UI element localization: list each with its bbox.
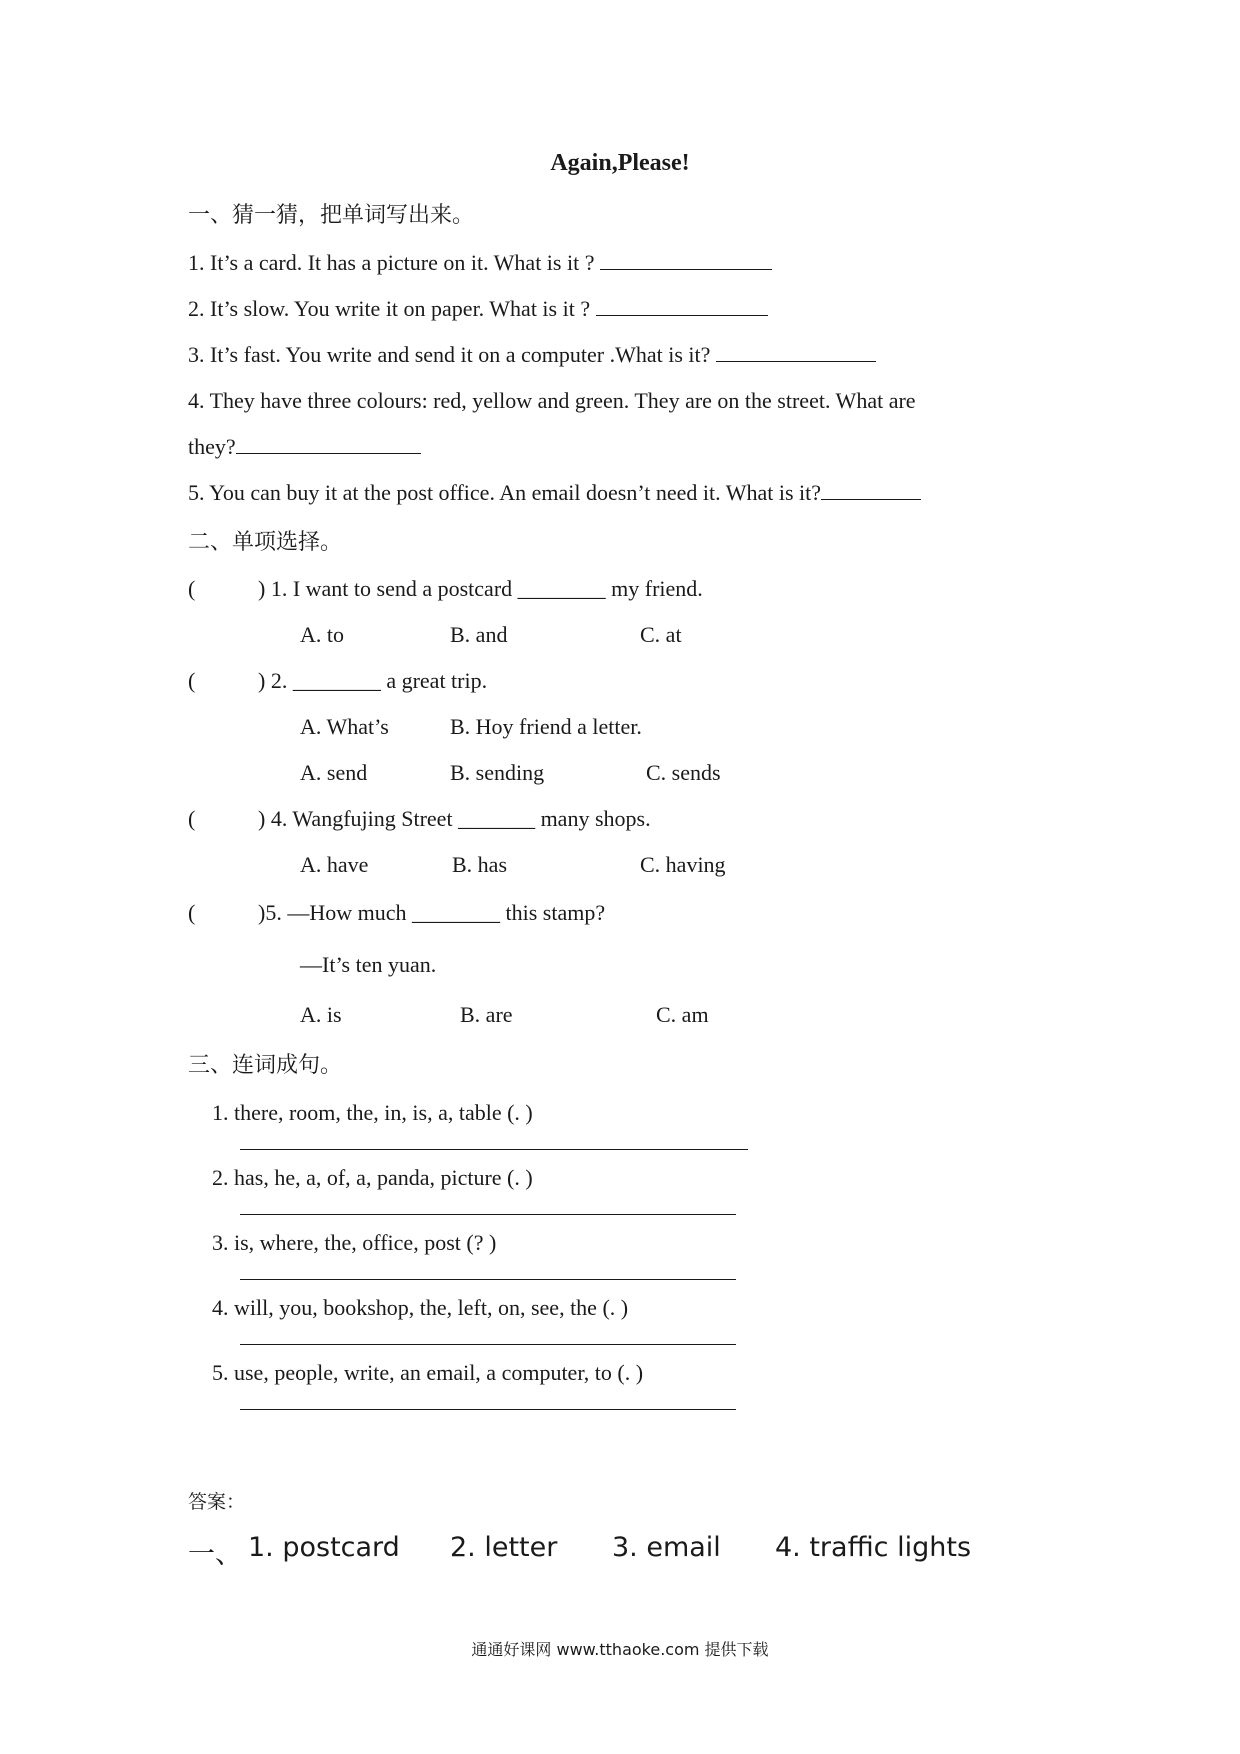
s1-question-5 bbox=[188, 480, 921, 506]
answer-line[interactable] bbox=[240, 1278, 736, 1280]
answer-3: 3. email bbox=[612, 1532, 721, 1563]
answer-line[interactable] bbox=[240, 1148, 748, 1150]
s2-q4-option-b[interactable]: B. has bbox=[452, 852, 507, 877]
s2-q3-option-b[interactable]: B. sending bbox=[450, 760, 545, 785]
section3-heading: 三、连词成句。 bbox=[188, 1053, 343, 1078]
s3-question-5: 5. use, people, write, an email, a computer, to (. ) bbox=[212, 1360, 644, 1385]
s2-q1-option-a[interactable]: A. to bbox=[300, 622, 344, 647]
answers-heading: 答案： bbox=[188, 1491, 246, 1513]
answer-blank[interactable] bbox=[600, 268, 772, 270]
answers-prefix: 一、 bbox=[188, 1539, 242, 1570]
s2-q5-option-c[interactable]: C. am bbox=[656, 1002, 709, 1027]
s2-q2-option-a[interactable]: A. What’s bbox=[300, 714, 389, 739]
answer-line[interactable] bbox=[240, 1213, 736, 1215]
s1-question-4-text: they? bbox=[188, 434, 236, 459]
answer-blank[interactable] bbox=[236, 452, 421, 454]
s3-question-1: 1. there, room, the, in, is, a, table (. ) bbox=[212, 1100, 533, 1125]
s2-paren-5[interactable]: ( bbox=[188, 900, 196, 925]
answer-blank[interactable] bbox=[821, 498, 921, 500]
s1-question-1 bbox=[188, 250, 772, 276]
answer-line[interactable] bbox=[240, 1343, 736, 1345]
answer-blank[interactable] bbox=[596, 314, 768, 316]
s2-q5-option-a[interactable]: A. is bbox=[300, 1002, 342, 1027]
s2-question-5: )5. —How much ________ this stamp? bbox=[258, 900, 606, 925]
answer-1: 1. postcard bbox=[248, 1532, 400, 1563]
s2-paren-1[interactable]: ( bbox=[188, 576, 196, 601]
s2-q1-option-b[interactable]: B. and bbox=[450, 622, 508, 647]
s2-q1-option-c[interactable]: C. at bbox=[640, 622, 682, 647]
s3-question-2: 2. has, he, a, of, a, panda, picture (. ) bbox=[212, 1165, 533, 1190]
s1-question-2-text: 2. It’s slow. You write it on paper. What is it ? bbox=[188, 296, 596, 321]
s2-paren-4[interactable]: ( bbox=[188, 806, 196, 831]
s2-q4-option-a[interactable]: A. have bbox=[300, 852, 369, 877]
s2-paren-2[interactable]: ( bbox=[188, 668, 196, 693]
s3-question-3: 3. is, where, the, office, post (? ) bbox=[212, 1230, 497, 1255]
answer-blank[interactable] bbox=[716, 360, 876, 362]
answer-line[interactable] bbox=[240, 1408, 736, 1410]
s1-question-5-text: 5. You can buy it at the post office. An email doesn’t need it. What is it? bbox=[188, 480, 822, 505]
s2-q2-option-b[interactable]: B. Hoy friend a letter. bbox=[450, 714, 642, 739]
answer-2: 2. letter bbox=[450, 1532, 558, 1563]
s2-q3-option-c[interactable]: C. sends bbox=[646, 760, 721, 785]
answer-4: 4. traffic lights bbox=[775, 1532, 972, 1563]
s2-question-2: ) 2. ________ a great trip. bbox=[258, 668, 488, 693]
s1-question-4-line1: 4. They have three colours: red, yellow and green. They are on the street. What are bbox=[188, 388, 916, 413]
s2-q5-reply: —It’s ten yuan. bbox=[300, 952, 437, 977]
s3-question-4: 4. will, you, bookshop, the, left, on, see, the (. ) bbox=[212, 1295, 629, 1320]
section2-heading: 二、单项选择。 bbox=[188, 530, 343, 555]
s2-question-4: ) 4. Wangfujing Street _______ many shops. bbox=[258, 806, 651, 831]
page-title: Again,Please! bbox=[550, 150, 690, 176]
s2-q4-option-c[interactable]: C. having bbox=[640, 852, 726, 877]
s2-q5-option-b[interactable]: B. are bbox=[460, 1002, 513, 1027]
s1-question-4-line2 bbox=[188, 434, 421, 460]
footer-credit: 通通好课网 www.tthaoke.com 提供下载 bbox=[471, 1640, 769, 1659]
s1-question-3-text: 3. It’s fast. You write and send it on a computer .What is it? bbox=[188, 342, 716, 367]
section1-heading: 一、猜一猜，把单词写出来。 bbox=[188, 203, 475, 228]
s2-q3-option-a[interactable]: A. send bbox=[300, 760, 368, 785]
s1-question-3 bbox=[188, 342, 876, 368]
s1-question-1-text: 1. It’s a card. It has a picture on it. What is it ? bbox=[188, 250, 600, 275]
s1-question-2 bbox=[188, 296, 768, 322]
s2-question-1: ) 1. I want to send a postcard ________ my friend. bbox=[258, 576, 703, 601]
